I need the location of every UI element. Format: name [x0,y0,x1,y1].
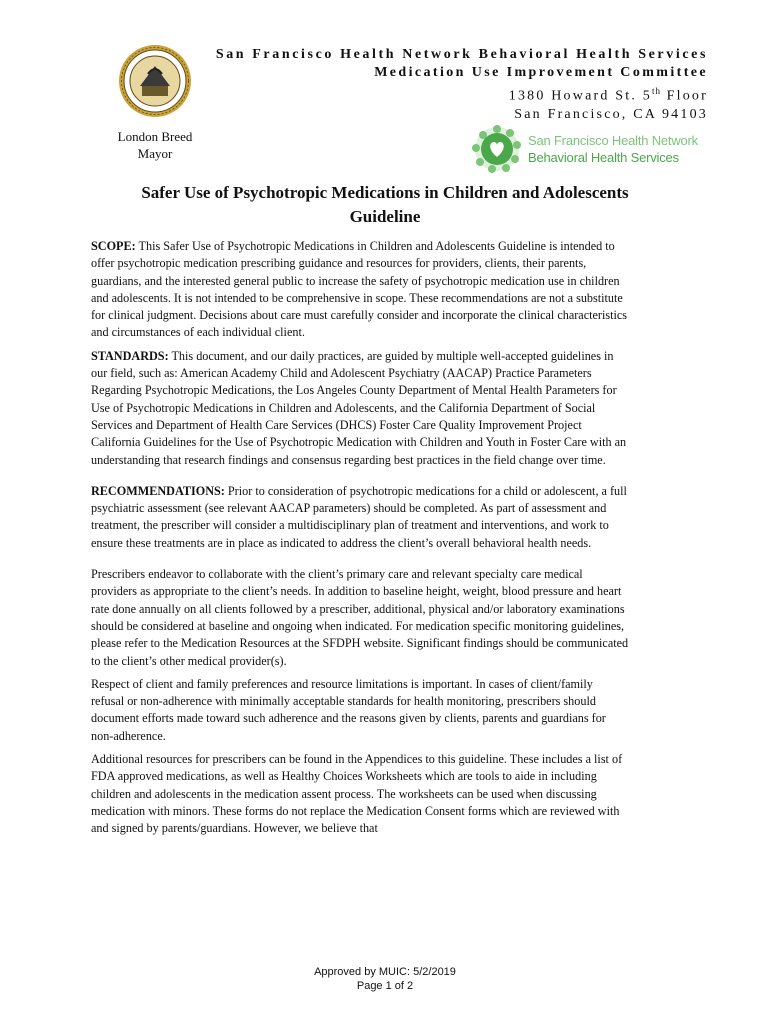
scope-paragraph: SCOPE: This Safer Use of Psychotropic Medications in Children and Adolescents Guideline is intended to offer psychotropic medication prescribing guidance and resources for providers, clients, their parents, guardians, and the interested general public to increase the safety of psychotropic medication use in children and adolescents. It is not intended to be comprehensive in scope. These recommendations are not a substitute for clinical judgment. Decisions about care must carefully consider and incorporate the clinical characteristics and circumstances of each individual client. [91,239,628,340]
page-footer [0,965,770,993]
logo-text-line2: Behavioral Health Services [528,150,679,165]
address-line: 1380 Howard St. 5th Floor [508,86,708,104]
committee-name: Medication Use Improvement Committee [374,65,708,80]
sfhn-logo [470,124,720,174]
mayor-title: Mayor [137,146,173,161]
document-body [91,238,629,844]
approval-date: Approved by MUIC: 5/2/2019 [314,966,456,978]
city-seal-icon [118,44,192,118]
mayor-name: London Breed [117,129,193,144]
prescribers-paragraph: Prescribers endeavor to collaborate with the client’s primary care and relevant specialty care medical providers as appropriate to the client’s needs. In addition to baseline height, weight, blood pressure and heart rate done annually on all clients followed by a prescriber, additional, physical and/or laboratory examinations should be considered at baseline and ongoing when indicated. For medication specific monitoring guidelines, please refer to the Medication Resources at the SFDPH website. Significant findings should be communicated to the client’s other medical provider(s). [91,567,629,668]
heart-logo-icon [470,124,524,174]
scope-label: SCOPE: [91,239,136,253]
org-name: San Francisco Health Network Behavioral Health Services [215,47,708,62]
city-line: San Francisco, CA 94103 [514,106,708,122]
recommendations-label: RECOMMENDATIONS: [91,483,225,498]
standards-label: STANDARDS: [91,348,169,363]
document-title: Safer Use of Psychotropic Medications in Children and Adolescents Guideline [141,183,629,226]
respect-paragraph: Respect of client and family preferences and resource limitations is important. In cases of client/family refusal or non-adherence with minimally acceptable standards for health monitoring, prescribers should document efforts made toward such adherence and the reasons given by clients, parents and guardians for non-adherence. [91,676,606,743]
recommendations-paragraph: RECOMMENDATIONS: Prior to consideration of psychotropic medications for a child or adolescent, a full psychiatric assessment (see relevant AACAP parameters) should be completed. As part of assessment and treatment, the prescriber will consider a multidisciplinary plan of treatment and interventions, and work to ensure these treatments are in place as indicated to address the client’s overall behavioral health needs. [91,483,627,550]
page-number: Page 1 of 2 [356,980,414,992]
logo-text-line1: San Francisco Health Network [528,133,698,148]
additional-paragraph: Additional resources for prescribers can be found in the Appendices to this guideline. These includes a list of FDA approved medications, as well as Healthy Choices Worksheets which are tools to aide in including children and adolescents in the medication assent process. The worksheets can be used when discussing medication with minors. These forms do not replace the Medication Consent forms which are reviewed with and signed by parents/guardians. However, we believe that [91,752,623,836]
mayor-block [100,128,210,162]
letterhead [216,46,708,124]
standards-paragraph: STANDARDS: This document, and our daily practices, are guided by multiple well-accepted guidelines in our field, such as: American Academy Child and Adolescent Psychiatry (AACAP) Practice Parameters Regarding Psychotropic Medications, the Los Angeles County Department of Mental Health Parameters for Use of Psychotropic Medications in Children and Adolescents, and the California Department of Social Services and Department of Health Care Services (DHCS) Foster Care Quality Improvement Project California Guidelines for the Use of Psychotropic Medication with Children and Youth in Foster Care with an understanding that research findings and consensus regarding best practices in the field change over time. [91,348,627,467]
